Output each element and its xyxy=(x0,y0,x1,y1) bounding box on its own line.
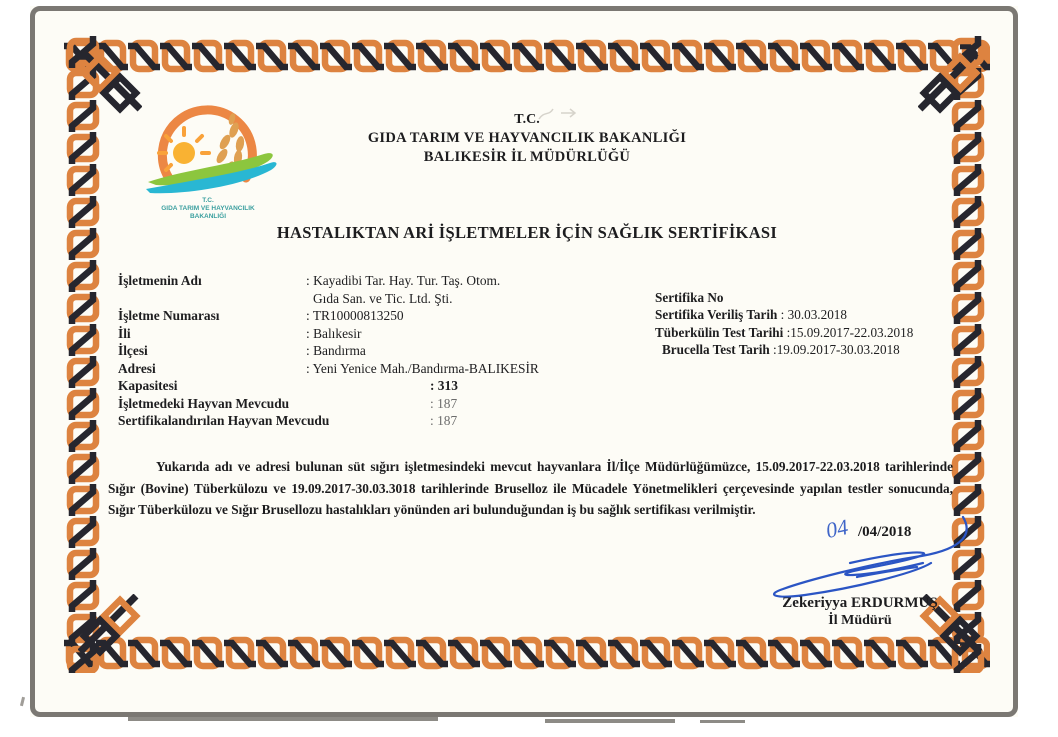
scan-artifact xyxy=(20,697,25,706)
cert-label: Sertifika No xyxy=(655,290,724,305)
field-value: : 187 xyxy=(430,413,458,428)
field-label: Kapasitesi xyxy=(118,378,178,393)
field-value: : Yeni Yenice Mah./Bandırma-BALIKESİR xyxy=(306,360,539,376)
field-value: : 313 xyxy=(430,378,458,393)
handwritten-date: 04 xyxy=(823,513,851,544)
cert-value: :19.09.2017-30.03.2018 xyxy=(769,341,900,357)
certificate-page xyxy=(30,6,1018,717)
field-row xyxy=(118,412,678,430)
field-row xyxy=(118,360,678,378)
field-row xyxy=(118,377,678,395)
knot-border-left xyxy=(63,36,103,673)
field-label: Adresi xyxy=(118,360,156,376)
signatory-title: İl Müdürü xyxy=(828,613,892,628)
knot-corner-bottom-left xyxy=(78,594,142,658)
cert-label: Sertifika Veriliş Tarih xyxy=(655,307,778,323)
signatory-block xyxy=(735,594,985,630)
field-value: : TR10000813250 xyxy=(306,308,404,323)
certificate-body-text: Yukarıda adı ve adresi bulunan süt sığırı işletmesindeki mevcut hayvanlara İl/İlçe Müdürlüğümüzce, 15.09.2017-22.03.2018 tarihlerinde Sığır (Bovine) Tüberkülozu ve 19.09.2017-30.03.3018 tarihlerinde Bruselloz ile Mücadele Yönetmelikleri çerçevesinde yapılan testler sonucunda, Sığır Tüberkülozu ve Sığır Brusellozu hastalıkları yönünden ari bulunduğundan iş bu sağlık sertifikası verilmiştir. xyxy=(108,459,953,517)
cert-row xyxy=(655,341,985,358)
field-value: : Balıkesir xyxy=(306,325,362,341)
certificate-title: HASTALIKTAN ARİ İŞLETMELER İÇİN SAĞLIK SERTİFİKASI xyxy=(276,223,778,242)
field-label: İşletmedeki Hayvan Mevcudu xyxy=(118,395,290,411)
cert-value: : 30.03.2018 xyxy=(777,307,847,323)
field-label: İli xyxy=(118,325,131,341)
cert-row xyxy=(655,306,985,323)
header-tc: T.C. xyxy=(514,112,540,127)
field-label: Sertifikalandırılan Hayvan Mevcudu xyxy=(118,413,330,428)
document-header xyxy=(106,110,948,167)
certificate-info xyxy=(655,289,985,358)
field-row xyxy=(118,307,678,325)
knot-border-top xyxy=(64,36,990,76)
signatory-name: Zekeriyya ERDURMUŞ xyxy=(782,595,938,611)
scan-artifact xyxy=(545,719,675,723)
cert-row xyxy=(655,324,985,341)
header-ministry: GIDA TARIM VE HAYVANCILIK BAKANLIĞI xyxy=(367,130,687,146)
facility-fields xyxy=(118,272,678,430)
field-value: : Bandırma xyxy=(306,343,366,358)
field-label: İlçesi xyxy=(118,343,148,358)
cert-label: Brucella Test Tarih xyxy=(662,341,770,357)
field-label: İşletmenin Adı xyxy=(118,273,202,288)
printed-date: /04/2018 xyxy=(858,524,912,540)
logo-text-bakanligi: BAKANLIĞI xyxy=(189,213,227,220)
field-row xyxy=(118,395,678,413)
field-value-line2: Gıda San. ve Tic. Ltd. Şti. xyxy=(313,290,453,306)
logo-text-tc: T.C. xyxy=(202,197,214,204)
field-label: İşletme Numarası xyxy=(118,308,220,323)
field-value: : Kayadibi Tar. Hay. Tur. Taş. Otom. xyxy=(306,273,501,288)
field-value: : 187 xyxy=(430,395,458,411)
field-row xyxy=(118,342,678,360)
scan-artifact xyxy=(700,720,745,723)
field-row xyxy=(118,325,678,343)
signature-icon xyxy=(745,511,980,603)
knot-corner-top-right xyxy=(918,51,982,115)
knot-border-bottom xyxy=(64,633,990,673)
header-directorate: BALIKESİR İL MÜDÜRLÜĞÜ xyxy=(423,149,631,165)
field-row xyxy=(118,272,678,290)
scan-artifact xyxy=(128,717,438,721)
cert-row xyxy=(655,289,985,306)
cert-label: Tüberkülin Test Tarihi xyxy=(655,324,784,340)
cert-value: :15.09.2017-22.03.2018 xyxy=(783,324,914,340)
logo-text-ministry: GIDA TARIM VE HAYVANCILIK xyxy=(161,205,255,212)
